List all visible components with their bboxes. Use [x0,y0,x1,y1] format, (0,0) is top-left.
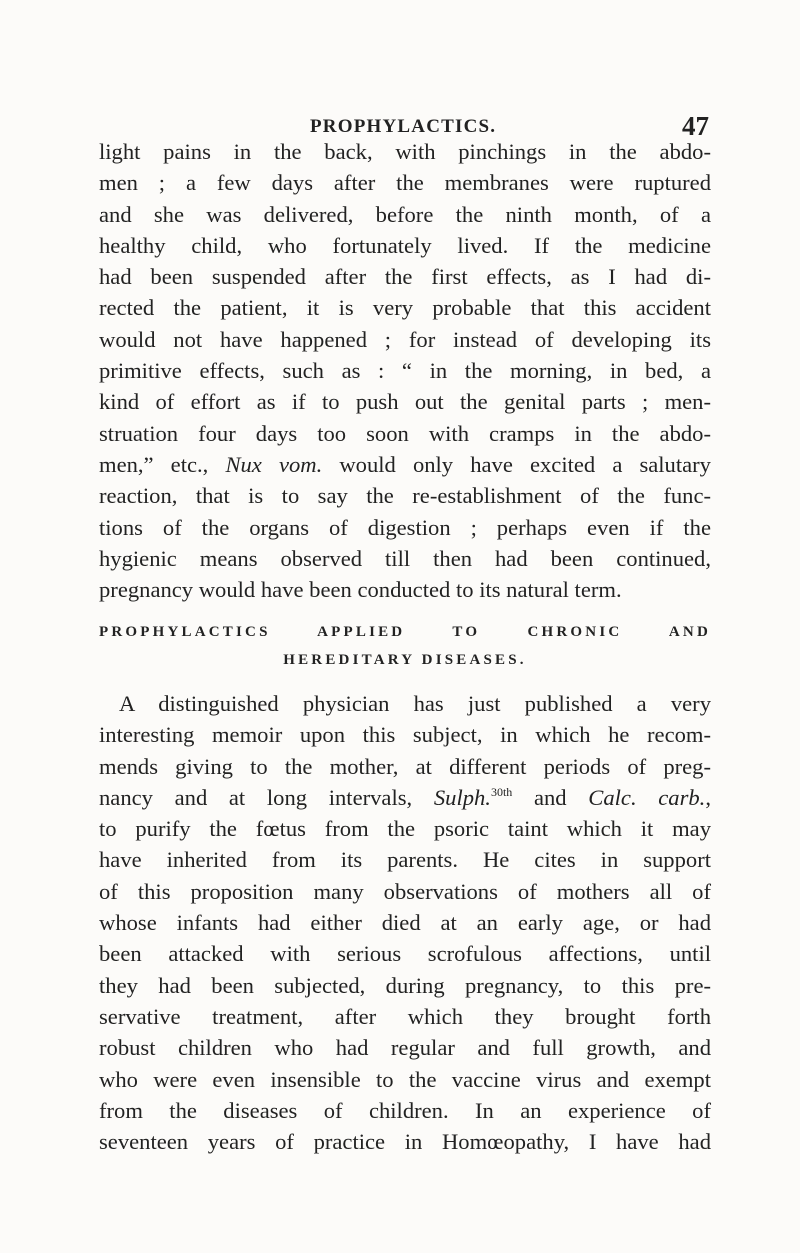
page-number: 47 [682,111,709,141]
text-line: have inherited from its parents. He cites in support [99,847,711,873]
text-line: primitive effects, such as : “ in the morning, in bed, a [99,358,711,384]
text-line: and she was delivered, before the ninth month, of a [99,201,711,227]
text-line: seventeen years of practice in Homœopathy, I have had [99,1129,711,1155]
text-line: struation four days too soon with cramps in the abdo- [99,420,711,446]
text-line: been attacked with serious scrofulous affections, until [99,941,711,967]
text-line: interesting memoir upon this subject, in which he recom- [99,722,711,748]
potency-superscript: 30th [490,784,513,799]
text-span: nancy and at long intervals, [99,784,434,810]
text-line: rected the patient, it is very probable that this accident [99,295,711,321]
text-span: men,” etc., [99,451,226,477]
text-line: reaction, that is to say the re-establishment of the func- [99,483,711,509]
text-line: they had been subjected, during pregnancy, to this pre- [99,972,711,998]
heading-line: HEREDITARY DISEASES. [283,652,527,668]
remedy-name-italic: Sulph. [433,784,491,810]
remedy-name-italic: Nux vom. [225,451,323,477]
text-span: would only have excited a salutary [322,451,711,477]
text-line: of this proposition many observations of mothers all of [99,878,711,904]
text-line: healthy child, who fortunately lived. If the medicine [99,232,711,258]
text-line: servative treatment, after which they brought forth [99,1003,711,1029]
text-line: light pains in the back, with pinchings in the abdo- [99,139,711,164]
remedy-name-italic: Calc. carb. [588,784,706,810]
text-line: hygienic means observed till then had been continued, [99,545,711,571]
paragraph-continued [99,136,711,605]
text-line: whose infants had either died at an early age, or had [99,910,711,936]
heading-line: PROPHYLACTICS APPLIED TO CHRONIC AND [99,624,711,640]
text-line: who were even insensible to the vaccine virus and exempt [99,1066,711,1092]
text-line [99,782,711,813]
text-line: A distinguished physician has just published a very [119,691,711,716]
text-line: to purify the fœtus from the psoric taint which it may [99,816,711,842]
text-line: tions of the organs of digestion ; perhaps even if the [99,514,711,540]
text-span: and [512,784,589,810]
running-title: PROPHYLACTICS. [310,116,497,137]
text-line: robust children who had regular and full growth, and [99,1035,711,1061]
text-line: kind of effort as if to push out the genital parts ; men- [99,389,711,415]
text-line: mends giving to the mother, at different periods of preg- [99,753,711,779]
text-line: men ; a few days after the membranes were ruptured [99,170,711,196]
text-line: pregnancy would have been conducted to its natural term. [99,577,622,603]
section-heading [99,618,711,674]
paragraph [99,688,711,1157]
text-line: from the diseases of children. In an experience of [99,1097,711,1123]
text-line: had been suspended after the first effects, as I had di- [99,264,711,290]
text-span: , [705,784,711,810]
text-line: would not have happened ; for instead of developing its [99,326,711,352]
text-line [99,449,711,480]
